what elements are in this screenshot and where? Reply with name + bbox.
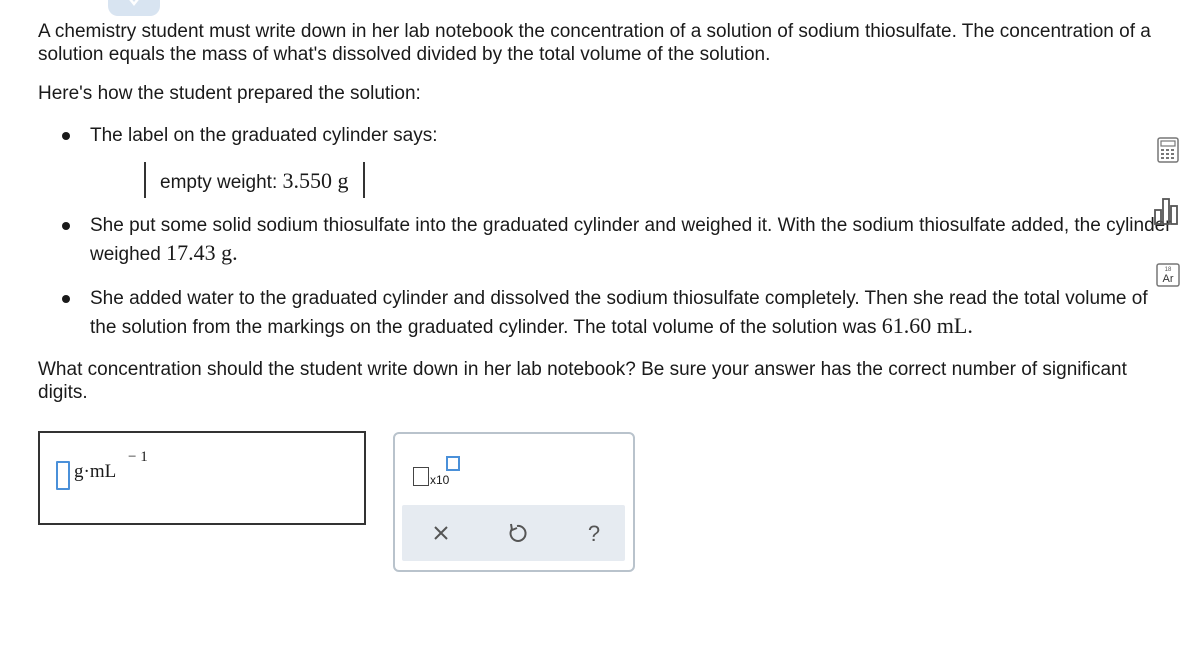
help-button[interactable] — [580, 519, 608, 547]
x10-label: x10 — [430, 473, 450, 487]
bullet-dot — [62, 222, 70, 230]
answer-area[interactable] — [38, 431, 366, 525]
close-icon — [427, 519, 455, 547]
chevron-down-icon — [128, 0, 140, 8]
x10-button[interactable] — [413, 456, 465, 490]
question-text: What concentration should the student write down in her lab notebook? Be sure your answer has the correct number of significant digits. — [38, 359, 1127, 403]
collapse-tab[interactable] — [108, 0, 160, 16]
undo-button[interactable] — [503, 519, 531, 547]
list-item — [90, 122, 1175, 149]
clear-button[interactable] — [427, 519, 455, 547]
prep-heading: Here's how the student prepared the solution: — [38, 83, 421, 104]
data-button[interactable] — [1152, 196, 1182, 226]
step-text-after: . — [967, 313, 973, 338]
list-item — [90, 285, 1175, 341]
answer-input[interactable] — [56, 461, 70, 490]
svg-text:Ar: Ar — [1162, 273, 1174, 285]
bar-chart-icon — [1152, 196, 1182, 226]
svg-text:18: 18 — [1164, 267, 1172, 273]
answer-exponent: − 1 — [128, 449, 148, 465]
action-bar — [402, 505, 625, 561]
calculator-icon — [1155, 137, 1181, 163]
bullet-dot — [62, 132, 70, 140]
periodic-table-button[interactable] — [1155, 262, 1181, 288]
step-text: She added water to the graduated cylinder and dissolved the sodium thiosulfate completely. Then she read the total volume of the solution from the markings on the graduated cylinder. The total volume of the solution was — [90, 288, 1148, 338]
step-text: The label on the graduated cylinder says: — [90, 125, 438, 146]
step-value: 61.60 mL — [881, 313, 968, 338]
label-value: 3.550 g — [282, 168, 349, 193]
undo-icon — [503, 519, 531, 547]
tool-panel — [393, 432, 635, 572]
periodic-table-icon — [1155, 262, 1181, 288]
svg-text:?: ? — [587, 521, 601, 546]
cylinder-label — [144, 162, 365, 198]
step-value: 17.43 g — [166, 240, 233, 265]
exponent-box-icon — [446, 456, 460, 471]
intro-paragraph: A chemistry student must write down in her lab notebook the concentration of a solution of sodium thiosulfate. The concentration of a solution equals the mass of what's dissolved divided by the total volume of the solution. — [38, 21, 1151, 65]
mantissa-box-icon — [413, 467, 429, 486]
answer-unit: g·mL — [74, 461, 117, 482]
list-item — [90, 212, 1175, 268]
step-text-after: . — [232, 240, 238, 265]
label-prefix: empty weight: — [160, 172, 283, 193]
calculator-button[interactable] — [1155, 137, 1181, 163]
step-text: She put some solid sodium thiosulfate into the graduated cylinder and weighed it. With the sodium thiosulfate added, the cylinder weighed — [90, 215, 1172, 265]
help-icon — [580, 519, 608, 547]
bullet-dot — [62, 295, 70, 303]
